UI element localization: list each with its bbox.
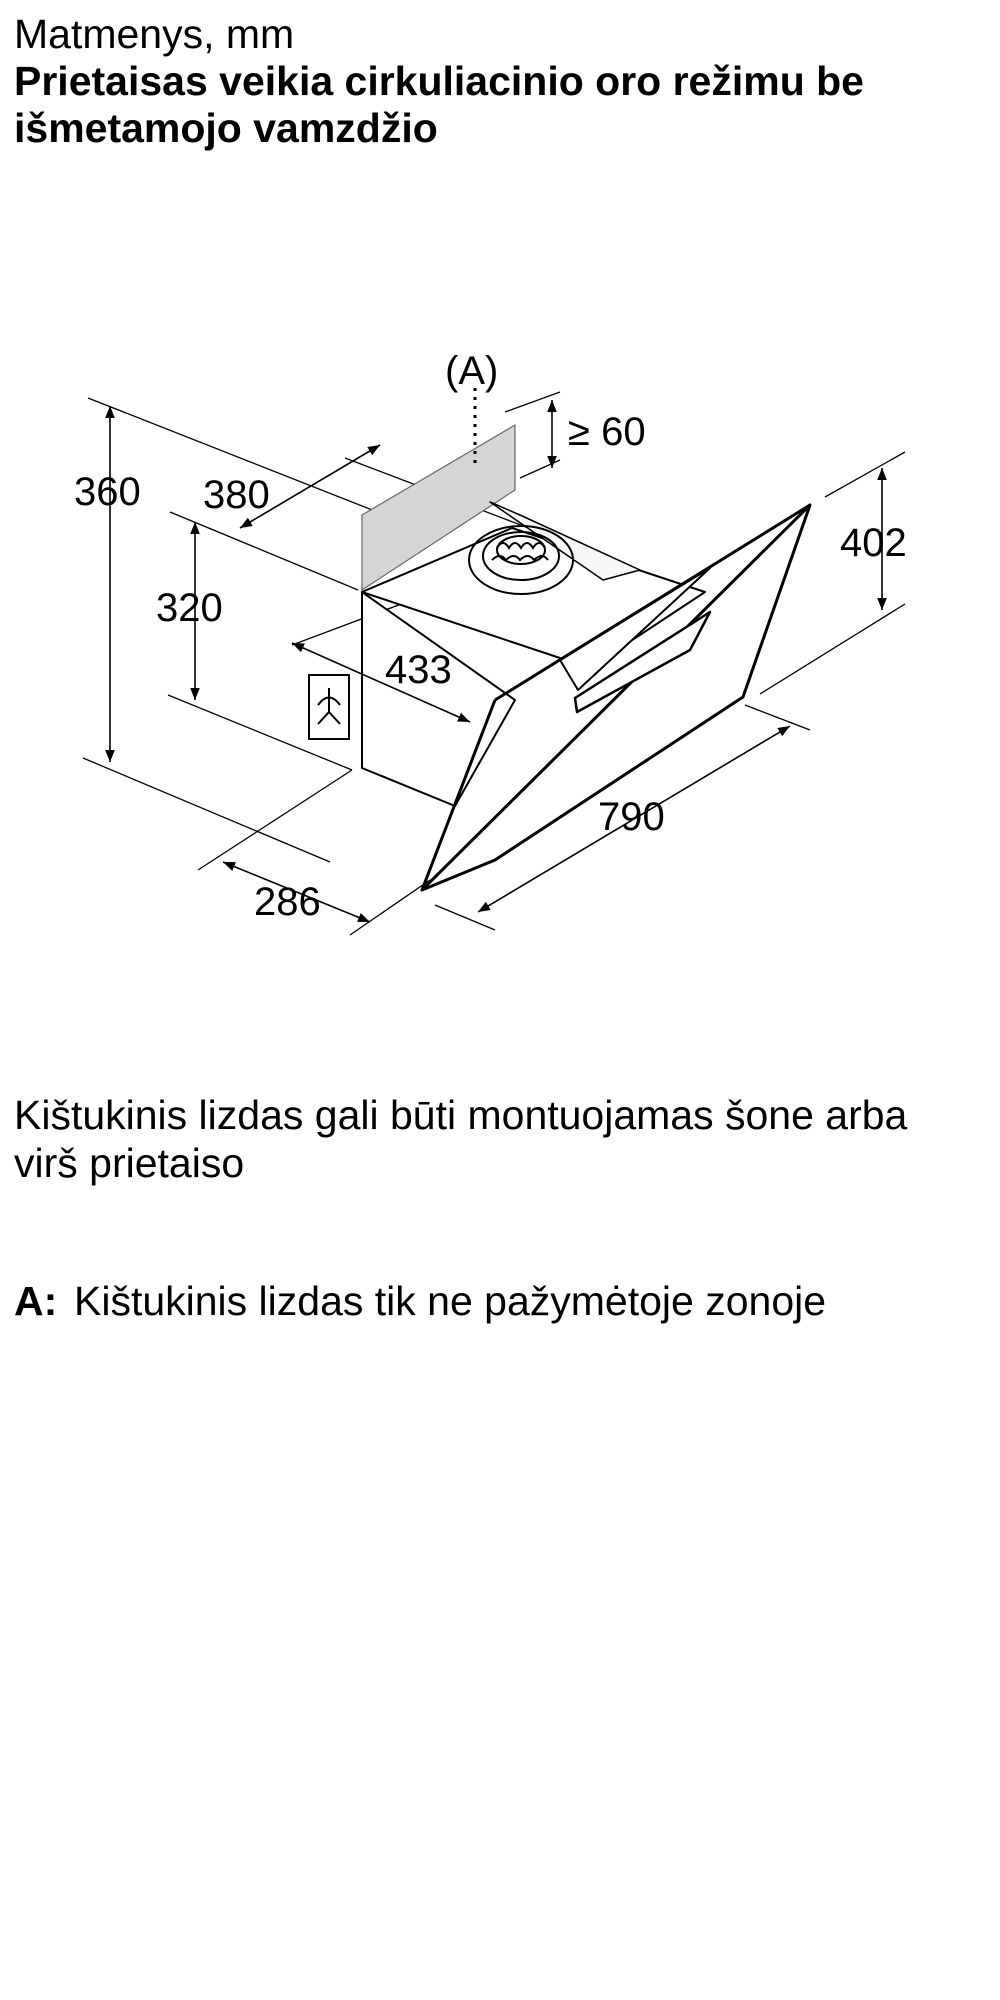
socket-icon <box>309 675 349 739</box>
page-subtitle: Matmenys, mm <box>14 11 295 57</box>
dim-286-label: 286 <box>254 880 321 924</box>
dimension-drawing <box>0 340 1000 960</box>
dim-790-label: 790 <box>598 795 665 839</box>
dim-clearance-label: ≥ 60 <box>568 410 646 454</box>
legend-text: Kištukinis lizdas tik ne pažymėtoje zonoje <box>74 1278 827 1324</box>
dim-380-label: 380 <box>203 473 270 517</box>
dim-320-label: 320 <box>156 586 223 630</box>
legend-key: A: <box>14 1278 58 1324</box>
dim-402-label: 402 <box>840 521 907 565</box>
hood-body <box>362 502 810 890</box>
dim-360-label: 360 <box>74 470 141 514</box>
legend-item-a <box>14 1278 974 1326</box>
callout-label-a: (A) <box>445 349 499 393</box>
page-title: Prietaisas veikia cirkuliacinio oro režimu be išmetamojo vamzdžio <box>14 58 864 152</box>
socket-position-note: Kištukinis lizdas gali būti montuojamas šone arba virš prietaiso <box>14 1092 908 1186</box>
dim-433-label: 433 <box>385 648 452 692</box>
